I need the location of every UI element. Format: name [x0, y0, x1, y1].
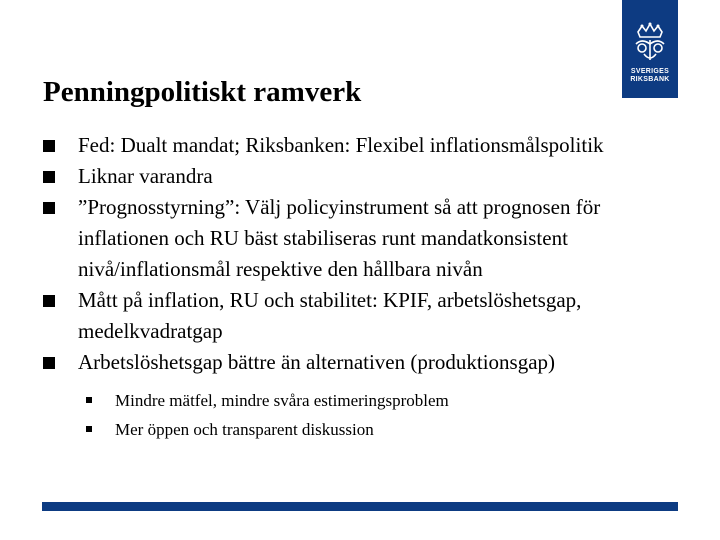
bullet-text: ”Prognosstyrning”: Välj policyinstrument så att prognosen för inflationen och RU bäst stabiliseras runt mandatkonsistent nivå/inflationsmål respektive den hållbara nivån	[78, 195, 601, 281]
bullet-item	[43, 347, 683, 444]
bullet-list	[43, 130, 683, 444]
square-bullet-icon	[43, 357, 55, 369]
crown-emblem-icon	[630, 22, 670, 64]
bullet-text: Liknar varandra	[78, 164, 213, 188]
square-bullet-icon	[43, 171, 55, 183]
bullet-item	[43, 161, 683, 192]
square-sub-bullet-icon	[86, 397, 92, 403]
logo-text-line1: SVERIGES	[630, 68, 670, 75]
sub-bullet-text: Mer öppen och transparent diskussion	[115, 420, 374, 439]
square-sub-bullet-icon	[86, 426, 92, 432]
square-bullet-icon	[43, 202, 55, 214]
logo-text-line2: RIKSBANK	[630, 76, 670, 83]
square-bullet-icon	[43, 140, 55, 152]
slide-title: Penningpolitiskt ramverk	[43, 76, 362, 108]
bullet-text: Mått på inflation, RU och stabilitet: KPIF, arbetslöshetsgap, medelkvadratgap	[78, 288, 582, 343]
bullet-text: Arbetslöshetsgap bättre än alternativen (produktionsgap)	[78, 350, 556, 374]
footer-bar	[42, 502, 678, 511]
sub-bullet-list	[78, 386, 683, 444]
bullet-text: Fed: Dualt mandat; Riksbanken: Flexibel inflationsmålspolitik	[78, 133, 604, 157]
sub-bullet-item	[78, 386, 683, 415]
sub-bullet-item	[78, 415, 683, 444]
square-bullet-icon	[43, 295, 55, 307]
riksbank-logo	[622, 0, 678, 98]
bullet-item	[43, 285, 683, 347]
bullet-item	[43, 130, 683, 161]
sub-bullet-text: Mindre mätfel, mindre svåra estimeringsproblem	[115, 391, 449, 410]
bullet-item	[43, 192, 683, 285]
